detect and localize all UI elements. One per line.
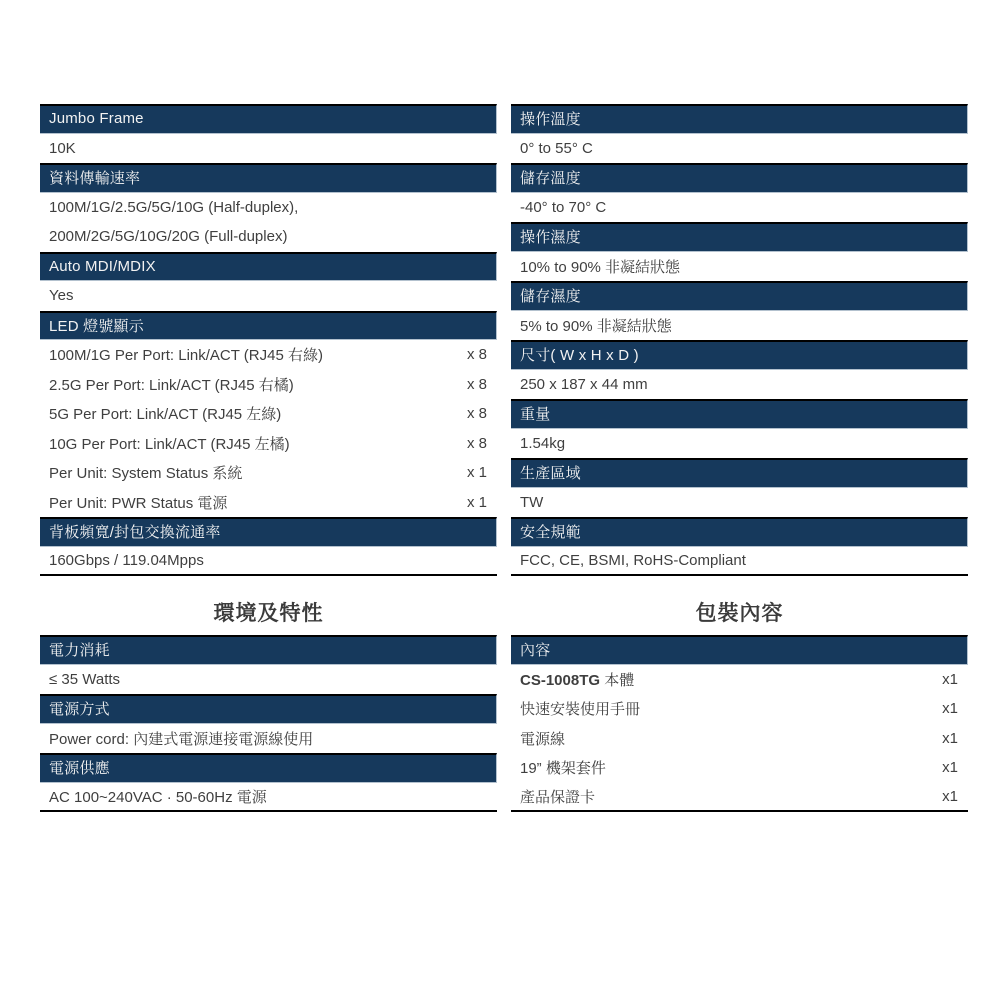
spec-label: TW [520, 493, 544, 511]
quantity: x1 [942, 729, 958, 747]
section-header [511, 517, 968, 547]
spec-label: 100M/1G Per Port: Link/ACT (RJ45 右綠) [49, 347, 323, 365]
spec-row [511, 252, 968, 282]
environment-section-title: 環境及特性 [213, 602, 324, 625]
section-header [511, 458, 968, 488]
spec-row [40, 724, 497, 754]
quantity: x 8 [466, 375, 487, 393]
spec-row [40, 547, 497, 577]
section-header [40, 104, 497, 134]
spec-row [511, 547, 968, 577]
spec-row [40, 222, 497, 252]
section-header-label: 儲存溫度 [520, 170, 581, 188]
spec-row [511, 694, 968, 724]
spec-label: -40° to 70° C [520, 198, 607, 216]
spec-row [40, 193, 497, 223]
section-header-label: LED 燈號顯示 [49, 317, 144, 335]
spec-row [511, 193, 968, 223]
quantity: x 8 [466, 346, 487, 364]
spec-row [40, 281, 497, 311]
spec-row [40, 783, 497, 813]
quantity: x 1 [466, 493, 487, 511]
spec-label: 10K [49, 139, 76, 157]
section-header [511, 635, 968, 665]
section-header-label: 生產區域 [520, 465, 581, 483]
section-header [511, 104, 968, 134]
spec-label: FCC, CE, BSMI, RoHS-Compliant [520, 551, 746, 569]
section-header [40, 517, 497, 547]
section-header-label: 電源供應 [49, 760, 110, 778]
section-header-label: 內容 [520, 642, 551, 660]
spec-row [511, 134, 968, 164]
spec-label: 2.5G Per Port: Link/ACT (RJ45 右橘) [49, 376, 294, 394]
quantity: x 8 [466, 405, 487, 423]
section-header [40, 311, 497, 341]
package-section-title: 包裝內容 [695, 602, 784, 625]
section-header-label: 資料傳輸速率 [49, 170, 141, 188]
section-header [40, 163, 497, 193]
section-header [511, 163, 968, 193]
spec-label: 1.54kg [520, 434, 566, 452]
spec-label: 0° to 55° C [520, 139, 593, 157]
spec-row [511, 370, 968, 400]
spec-row [511, 724, 968, 754]
spec-row [40, 340, 497, 370]
spec-label: 19” 機架套件 [520, 760, 606, 778]
spec-label: 200M/2G/5G/10G/20G (Full-duplex) [49, 228, 288, 246]
spec-label: Yes [49, 287, 74, 305]
spec-row [40, 458, 497, 488]
spec-row [40, 399, 497, 429]
spec-row [40, 134, 497, 164]
spec-label: 160Gbps / 119.04Mpps [49, 551, 204, 569]
spec-label: 10G Per Port: Link/ACT (RJ45 左橘) [49, 435, 290, 453]
spec-row [511, 783, 968, 813]
spec-label: 產品保證卡 [520, 788, 596, 806]
section-header-label: 儲存濕度 [520, 288, 581, 306]
spec-label: Per Unit: System Status 系統 [49, 465, 243, 483]
spec-label: ≤ 35 Watts [49, 670, 121, 688]
left-specs-table [40, 104, 497, 576]
environment-table [40, 635, 497, 812]
spec-row [40, 665, 497, 695]
right-specs-table [511, 104, 968, 576]
spec-label: 5% to 90% 非凝結狀態 [520, 317, 672, 335]
quantity: x 8 [466, 434, 487, 452]
section-header-label: Auto MDI/MDIX [49, 257, 156, 275]
spec-label: Per Unit: PWR Status 電源 [49, 494, 228, 512]
section-header-label: 尺寸( W x H x D ) [520, 347, 639, 365]
right-column [511, 104, 968, 812]
quantity: x 1 [466, 464, 487, 482]
section-header-label: 背板頻寬/封包交換流通率 [49, 524, 221, 542]
section-header [40, 694, 497, 724]
spec-row [511, 488, 968, 518]
spec-label: 5G Per Port: Link/ACT (RJ45 左綠) [49, 406, 282, 424]
spec-label: 100M/1G/2.5G/5G/10G (Half-duplex), [49, 198, 299, 216]
spec-label: 電源線 [520, 730, 566, 748]
section-header [511, 399, 968, 429]
section-header [511, 222, 968, 252]
spec-row [40, 488, 497, 518]
spec-label: 快速安裝使用手冊 [520, 701, 641, 719]
spec-row [40, 429, 497, 459]
spec-row [511, 753, 968, 783]
spec-row [511, 665, 968, 695]
package-contents-table [511, 635, 968, 812]
section-header-label: 電力消耗 [49, 642, 110, 660]
spec-label: 10% to 90% 非凝結狀態 [520, 258, 681, 276]
section-header-label: 操作溫度 [520, 111, 581, 129]
quantity: x1 [942, 787, 958, 805]
quantity: x1 [942, 700, 958, 718]
section-header [511, 340, 968, 370]
section-header [511, 281, 968, 311]
quantity: x1 [942, 759, 958, 777]
spec-row [511, 429, 968, 459]
section-header [40, 635, 497, 665]
section-header-label: 重量 [520, 406, 551, 424]
quantity: x1 [942, 670, 958, 688]
section-header-label: 操作濕度 [520, 229, 581, 247]
section-header [40, 252, 497, 282]
section-header-label: 電源方式 [49, 701, 110, 719]
left-column [40, 104, 497, 812]
section-header-label: Jumbo Frame [49, 110, 144, 128]
section-header [40, 753, 497, 783]
spec-row [511, 311, 968, 341]
spec-row [40, 370, 497, 400]
spec-label: AC 100~240VAC · 50-60Hz 電源 [49, 788, 267, 806]
spec-label: CS-1008TG 本體 [520, 671, 635, 689]
spec-label: 250 x 187 x 44 mm [520, 375, 648, 393]
section-header-label: 安全規範 [520, 524, 581, 542]
spec-label: Power cord: 內建式電源連接電源線使用 [49, 730, 314, 748]
